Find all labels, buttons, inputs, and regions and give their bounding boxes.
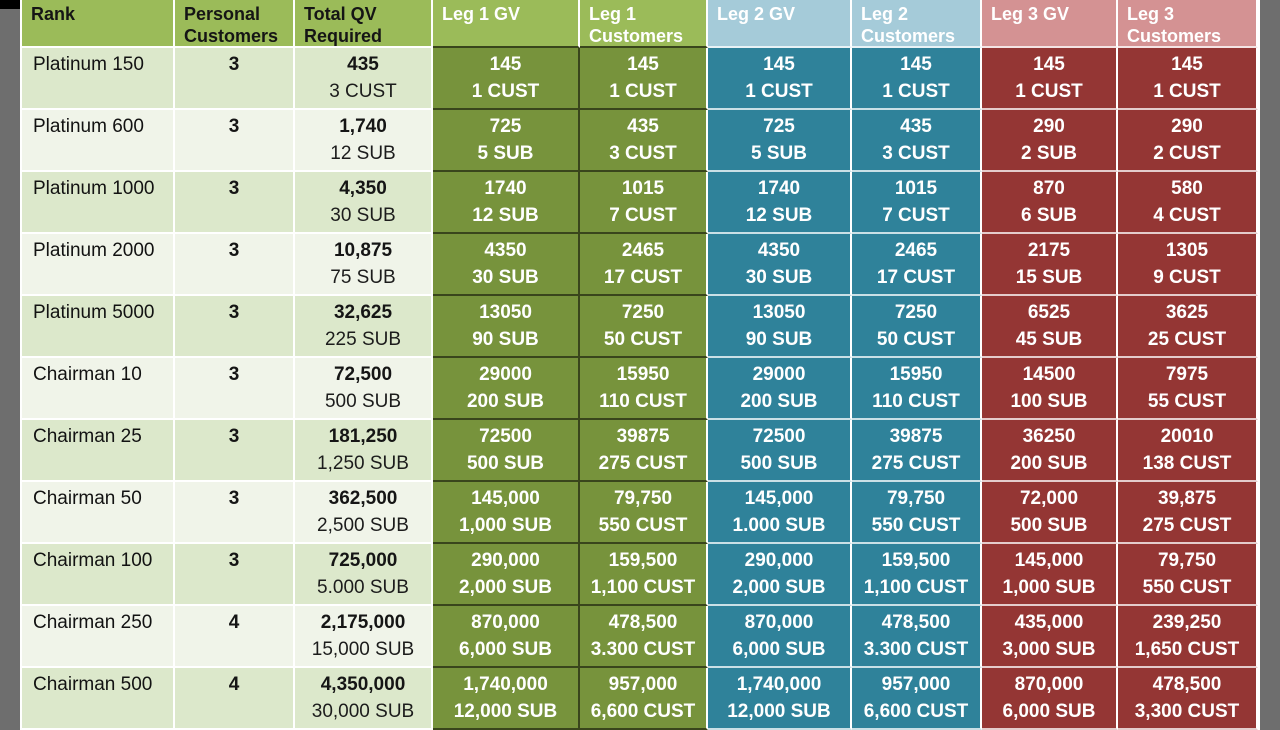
cell-r6-leg2_cust: 15950 110 CUST (852, 358, 982, 420)
cell-r2-leg1_gv: 725 5 SUB (433, 110, 580, 172)
cell-r7-leg2_cust: 39875 275 CUST (852, 420, 982, 482)
cell-r10-leg2_cust: 478,500 3.300 CUST (852, 606, 982, 668)
cell-r6-rank: Chairman 10 (22, 358, 175, 420)
cell-r7-total_qv: 181,250 1,250 SUB (295, 420, 433, 482)
cell-r1-rank: Platinum 150 (22, 48, 175, 110)
cell-r6-total_qv: 72,500 500 SUB (295, 358, 433, 420)
header-personal: Personal Customers (175, 0, 295, 48)
cell-r11-rank: Chairman 500 (22, 668, 175, 730)
cell-r6-leg3_gv: 14500 100 SUB (982, 358, 1118, 420)
cell-r7-personal: 3 (175, 420, 295, 482)
cell-r7-leg3_cust: 20010 138 CUST (1118, 420, 1258, 482)
cell-r11-leg1_gv: 1,740,000 12,000 SUB (433, 668, 580, 730)
cell-r3-leg1_cust: 1015 7 CUST (580, 172, 708, 234)
cell-r1-leg1_gv: 145 1 CUST (433, 48, 580, 110)
cell-r6-leg1_cust: 15950 110 CUST (580, 358, 708, 420)
cell-r11-personal: 4 (175, 668, 295, 730)
cell-r10-leg3_cust: 239,250 1,650 CUST (1118, 606, 1258, 668)
cell-r7-leg1_cust: 39875 275 CUST (580, 420, 708, 482)
cell-r4-leg1_cust: 2465 17 CUST (580, 234, 708, 296)
cell-r1-personal: 3 (175, 48, 295, 110)
cell-r4-leg2_cust: 2465 17 CUST (852, 234, 982, 296)
cell-r8-leg1_gv: 145,000 1,000 SUB (433, 482, 580, 544)
cell-r9-leg2_gv: 290,000 2,000 SUB (708, 544, 852, 606)
cell-r6-leg2_gv: 29000 200 SUB (708, 358, 852, 420)
cell-r10-leg1_gv: 870,000 6,000 SUB (433, 606, 580, 668)
top-left-corner (0, 0, 20, 9)
cell-r5-leg1_gv: 13050 90 SUB (433, 296, 580, 358)
header-rank: Rank (22, 0, 175, 48)
cell-r5-rank: Platinum 5000 (22, 296, 175, 358)
cell-r5-leg2_gv: 13050 90 SUB (708, 296, 852, 358)
cell-r4-leg3_cust: 1305 9 CUST (1118, 234, 1258, 296)
cell-r1-leg1_cust: 145 1 CUST (580, 48, 708, 110)
cell-r6-leg3_cust: 7975 55 CUST (1118, 358, 1258, 420)
cell-r8-personal: 3 (175, 482, 295, 544)
cell-r7-leg2_gv: 72500 500 SUB (708, 420, 852, 482)
table-grid (22, 0, 1258, 730)
header-leg3_cust: Leg 3 Customers (1118, 0, 1258, 48)
cell-r1-leg2_gv: 145 1 CUST (708, 48, 852, 110)
cell-r2-leg3_gv: 290 2 SUB (982, 110, 1118, 172)
cell-r2-rank: Platinum 600 (22, 110, 175, 172)
cell-r2-personal: 3 (175, 110, 295, 172)
cell-r8-leg3_gv: 72,000 500 SUB (982, 482, 1118, 544)
cell-r2-leg3_cust: 290 2 CUST (1118, 110, 1258, 172)
cell-r8-rank: Chairman 50 (22, 482, 175, 544)
cell-r9-rank: Chairman 100 (22, 544, 175, 606)
cell-r7-leg3_gv: 36250 200 SUB (982, 420, 1118, 482)
cell-r3-leg3_gv: 870 6 SUB (982, 172, 1118, 234)
cell-r7-rank: Chairman 25 (22, 420, 175, 482)
cell-r1-leg2_cust: 145 1 CUST (852, 48, 982, 110)
cell-r9-leg3_cust: 79,750 550 CUST (1118, 544, 1258, 606)
cell-r9-leg1_cust: 159,500 1,100 CUST (580, 544, 708, 606)
cell-r11-leg3_cust: 478,500 3,300 CUST (1118, 668, 1258, 730)
cell-r4-personal: 3 (175, 234, 295, 296)
cell-r2-leg1_cust: 435 3 CUST (580, 110, 708, 172)
cell-r10-leg2_gv: 870,000 6,000 SUB (708, 606, 852, 668)
cell-r5-leg1_cust: 7250 50 CUST (580, 296, 708, 358)
cell-r4-leg1_gv: 4350 30 SUB (433, 234, 580, 296)
cell-r2-leg2_gv: 725 5 SUB (708, 110, 852, 172)
cell-r3-personal: 3 (175, 172, 295, 234)
cell-r8-total_qv: 362,500 2,500 SUB (295, 482, 433, 544)
cell-r6-personal: 3 (175, 358, 295, 420)
cell-r1-leg3_gv: 145 1 CUST (982, 48, 1118, 110)
cell-r5-personal: 3 (175, 296, 295, 358)
cell-r8-leg3_cust: 39,875 275 CUST (1118, 482, 1258, 544)
cell-r3-rank: Platinum 1000 (22, 172, 175, 234)
cell-r9-leg2_cust: 159,500 1,100 CUST (852, 544, 982, 606)
header-leg2_cust: Leg 2 Customers (852, 0, 982, 48)
rank-requirements-table (20, 0, 1260, 730)
cell-r3-leg3_cust: 580 4 CUST (1118, 172, 1258, 234)
cell-r2-leg2_cust: 435 3 CUST (852, 110, 982, 172)
header-leg1_gv: Leg 1 GV (433, 0, 580, 48)
header-leg1_cust: Leg 1 Customers (580, 0, 708, 48)
cell-r8-leg2_gv: 145,000 1.000 SUB (708, 482, 852, 544)
cell-r9-personal: 3 (175, 544, 295, 606)
header-leg3_gv: Leg 3 GV (982, 0, 1118, 48)
cell-r11-leg2_gv: 1,740,000 12,000 SUB (708, 668, 852, 730)
cell-r11-leg3_gv: 870,000 6,000 SUB (982, 668, 1118, 730)
cell-r3-leg2_cust: 1015 7 CUST (852, 172, 982, 234)
cell-r10-total_qv: 2,175,000 15,000 SUB (295, 606, 433, 668)
cell-r5-leg3_cust: 3625 25 CUST (1118, 296, 1258, 358)
cell-r3-leg1_gv: 1740 12 SUB (433, 172, 580, 234)
cell-r3-total_qv: 4,350 30 SUB (295, 172, 433, 234)
cell-r9-leg1_gv: 290,000 2,000 SUB (433, 544, 580, 606)
cell-r4-total_qv: 10,875 75 SUB (295, 234, 433, 296)
cell-r1-total_qv: 435 3 CUST (295, 48, 433, 110)
header-total_qv: Total QV Required (295, 0, 433, 48)
cell-r10-rank: Chairman 250 (22, 606, 175, 668)
cell-r7-leg1_gv: 72500 500 SUB (433, 420, 580, 482)
cell-r5-leg3_gv: 6525 45 SUB (982, 296, 1118, 358)
cell-r9-leg3_gv: 145,000 1,000 SUB (982, 544, 1118, 606)
cell-r5-leg2_cust: 7250 50 CUST (852, 296, 982, 358)
cell-r4-leg2_gv: 4350 30 SUB (708, 234, 852, 296)
cell-r10-personal: 4 (175, 606, 295, 668)
cell-r4-leg3_gv: 2175 15 SUB (982, 234, 1118, 296)
header-leg2_gv: Leg 2 GV (708, 0, 852, 48)
cell-r5-total_qv: 32,625 225 SUB (295, 296, 433, 358)
cell-r8-leg1_cust: 79,750 550 CUST (580, 482, 708, 544)
cell-r6-leg1_gv: 29000 200 SUB (433, 358, 580, 420)
cell-r8-leg2_cust: 79,750 550 CUST (852, 482, 982, 544)
cell-r4-rank: Platinum 2000 (22, 234, 175, 296)
cell-r11-leg2_cust: 957,000 6,600 CUST (852, 668, 982, 730)
cell-r10-leg3_gv: 435,000 3,000 SUB (982, 606, 1118, 668)
cell-r11-leg1_cust: 957,000 6,600 CUST (580, 668, 708, 730)
cell-r1-leg3_cust: 145 1 CUST (1118, 48, 1258, 110)
cell-r3-leg2_gv: 1740 12 SUB (708, 172, 852, 234)
cell-r10-leg1_cust: 478,500 3.300 CUST (580, 606, 708, 668)
cell-r2-total_qv: 1,740 12 SUB (295, 110, 433, 172)
cell-r11-total_qv: 4,350,000 30,000 SUB (295, 668, 433, 730)
cell-r9-total_qv: 725,000 5.000 SUB (295, 544, 433, 606)
